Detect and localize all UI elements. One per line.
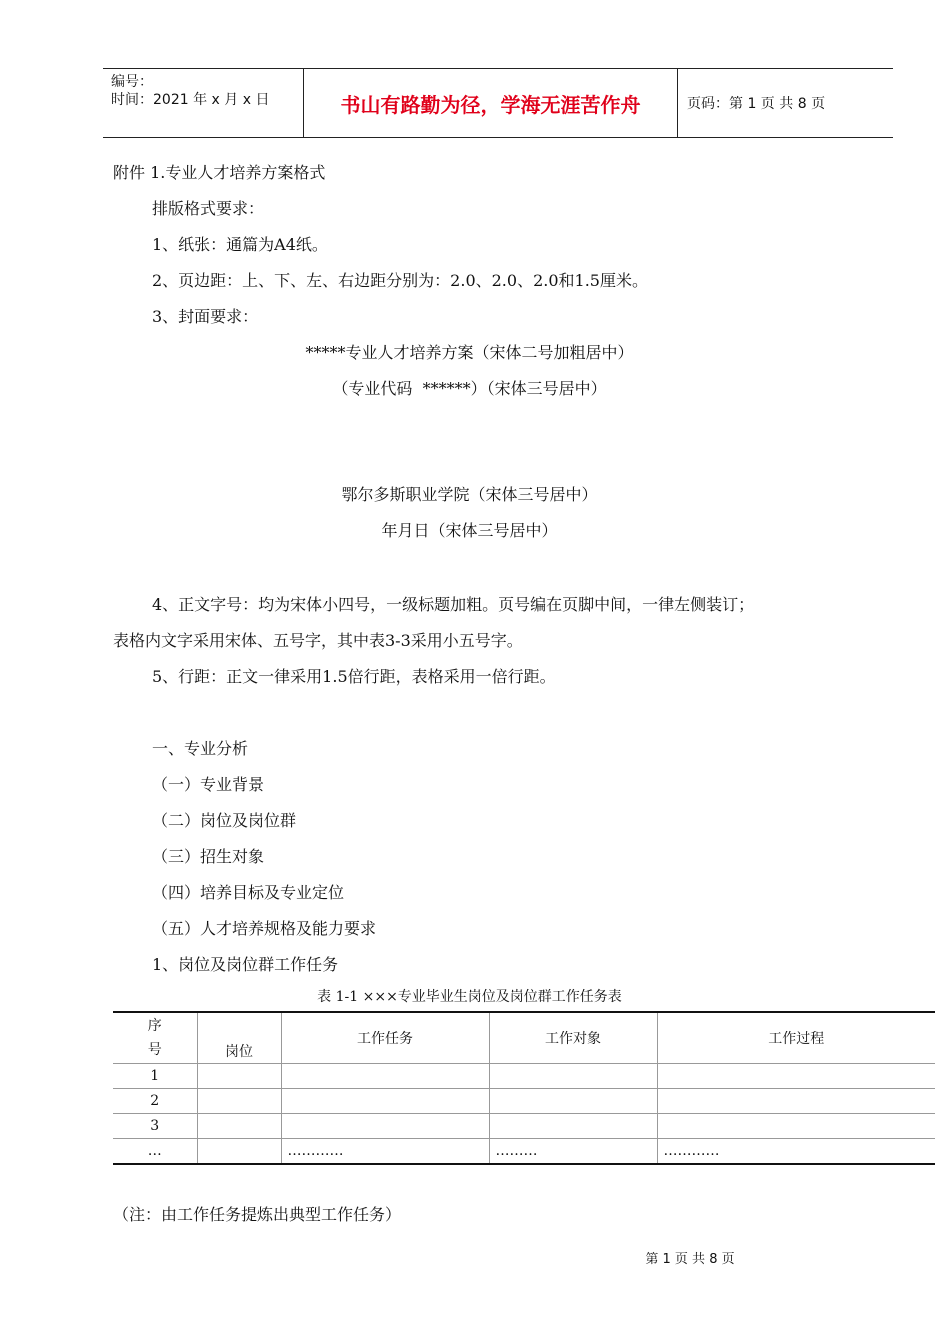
job-task-table [113,1011,935,1165]
table-row [113,1064,935,1089]
cell-process [657,1089,935,1114]
table-row [113,1139,935,1165]
header-motto: 书山有路勤为径，学海无涯苦作舟 [340,92,641,117]
cell-object [489,1064,657,1089]
cell-object [489,1114,657,1139]
table-caption: 表 1-1 ×××专业毕业生岗位及岗位群工作任务表 [317,989,622,1005]
subsection-heading: （五）人才培养规格及能力要求 [152,919,377,938]
cell-position [197,1139,281,1165]
cell-task [281,1064,489,1089]
cell-task: ………… [281,1139,489,1165]
requirement-cover: 3、封面要求： [152,307,259,326]
cell-process: ………… [657,1139,935,1165]
page-footer: 第 1 页 共 8 页 [645,1252,735,1267]
requirement-line-spacing: 5、行距：正文一律采用1.5倍行距，表格采用一倍行距。 [152,667,556,686]
header-number-label: 编号： [111,74,153,90]
cell-position [197,1114,281,1139]
header-object: 工作对象 [489,1012,657,1064]
table-row [113,1114,935,1139]
header-seq-line2: 号 [147,1042,162,1058]
header-divider [677,69,678,137]
attachment-title: 附件 1.专业人才培养方案格式 [113,163,326,182]
point-heading: 1、岗位及岗位群工作任务 [152,955,339,974]
table-row [113,1089,935,1114]
section-heading: 一、专业分析 [152,739,249,758]
cell-position [197,1064,281,1089]
requirement-paper: 1、纸张：通篇为A4纸。 [152,235,328,254]
subsection-heading: （一）专业背景 [152,775,265,794]
table-note: （注：由工作任务提炼出典型工作任务） [113,1205,402,1224]
header-task: 工作任务 [281,1012,489,1064]
cell-process [657,1064,935,1089]
layout-requirements-heading: 排版格式要求： [152,199,265,218]
cell-process [657,1114,935,1139]
cell-object: ……… [489,1139,657,1165]
cover-title: *****专业人才培养方案（宋体二号加粗居中） [305,343,634,362]
cell-seq: … [113,1139,197,1165]
header-page-number: 页码：第 1 页 共 8 页 [687,96,826,112]
table-header-row [113,1012,935,1064]
cell-seq: 2 [113,1089,197,1114]
document-header [103,68,893,138]
cell-task [281,1114,489,1139]
subsection-heading: （四）培养目标及专业定位 [152,883,345,902]
subsection-heading: （二）岗位及岗位群 [152,811,297,830]
subsection-heading: （三）招生对象 [152,847,265,866]
requirement-margins: 2、页边距：上、下、左、右边距分别为：2.0、2.0、2.0和1.5厘米。 [152,271,648,290]
header-process: 工作过程 [657,1012,935,1064]
cover-date: 年月日（宋体三号居中） [381,521,558,540]
requirement-font-size-cont: 表格内文字采用宋体、五号字，其中表3-3采用小五号字。 [113,631,523,650]
cell-object [489,1089,657,1114]
header-date: 时间：2021 年 x 月 x 日 [111,92,270,108]
header-seq [113,1012,197,1064]
cell-task [281,1089,489,1114]
header-seq-line1: 序 [147,1018,162,1034]
requirement-font-size: 4、正文字号：均为宋体小四号，一级标题加粗。页号编在页脚中间，一律左侧装订； [152,595,755,614]
cell-seq: 1 [113,1064,197,1089]
cover-code: （专业代码 ******）（宋体三号居中） [332,379,607,398]
header-meta [103,69,303,137]
cell-seq: 3 [113,1114,197,1139]
cell-position [197,1089,281,1114]
cover-school: 鄂尔多斯职业学院（宋体三号居中） [341,485,598,504]
header-position: 岗位 [197,1012,281,1064]
